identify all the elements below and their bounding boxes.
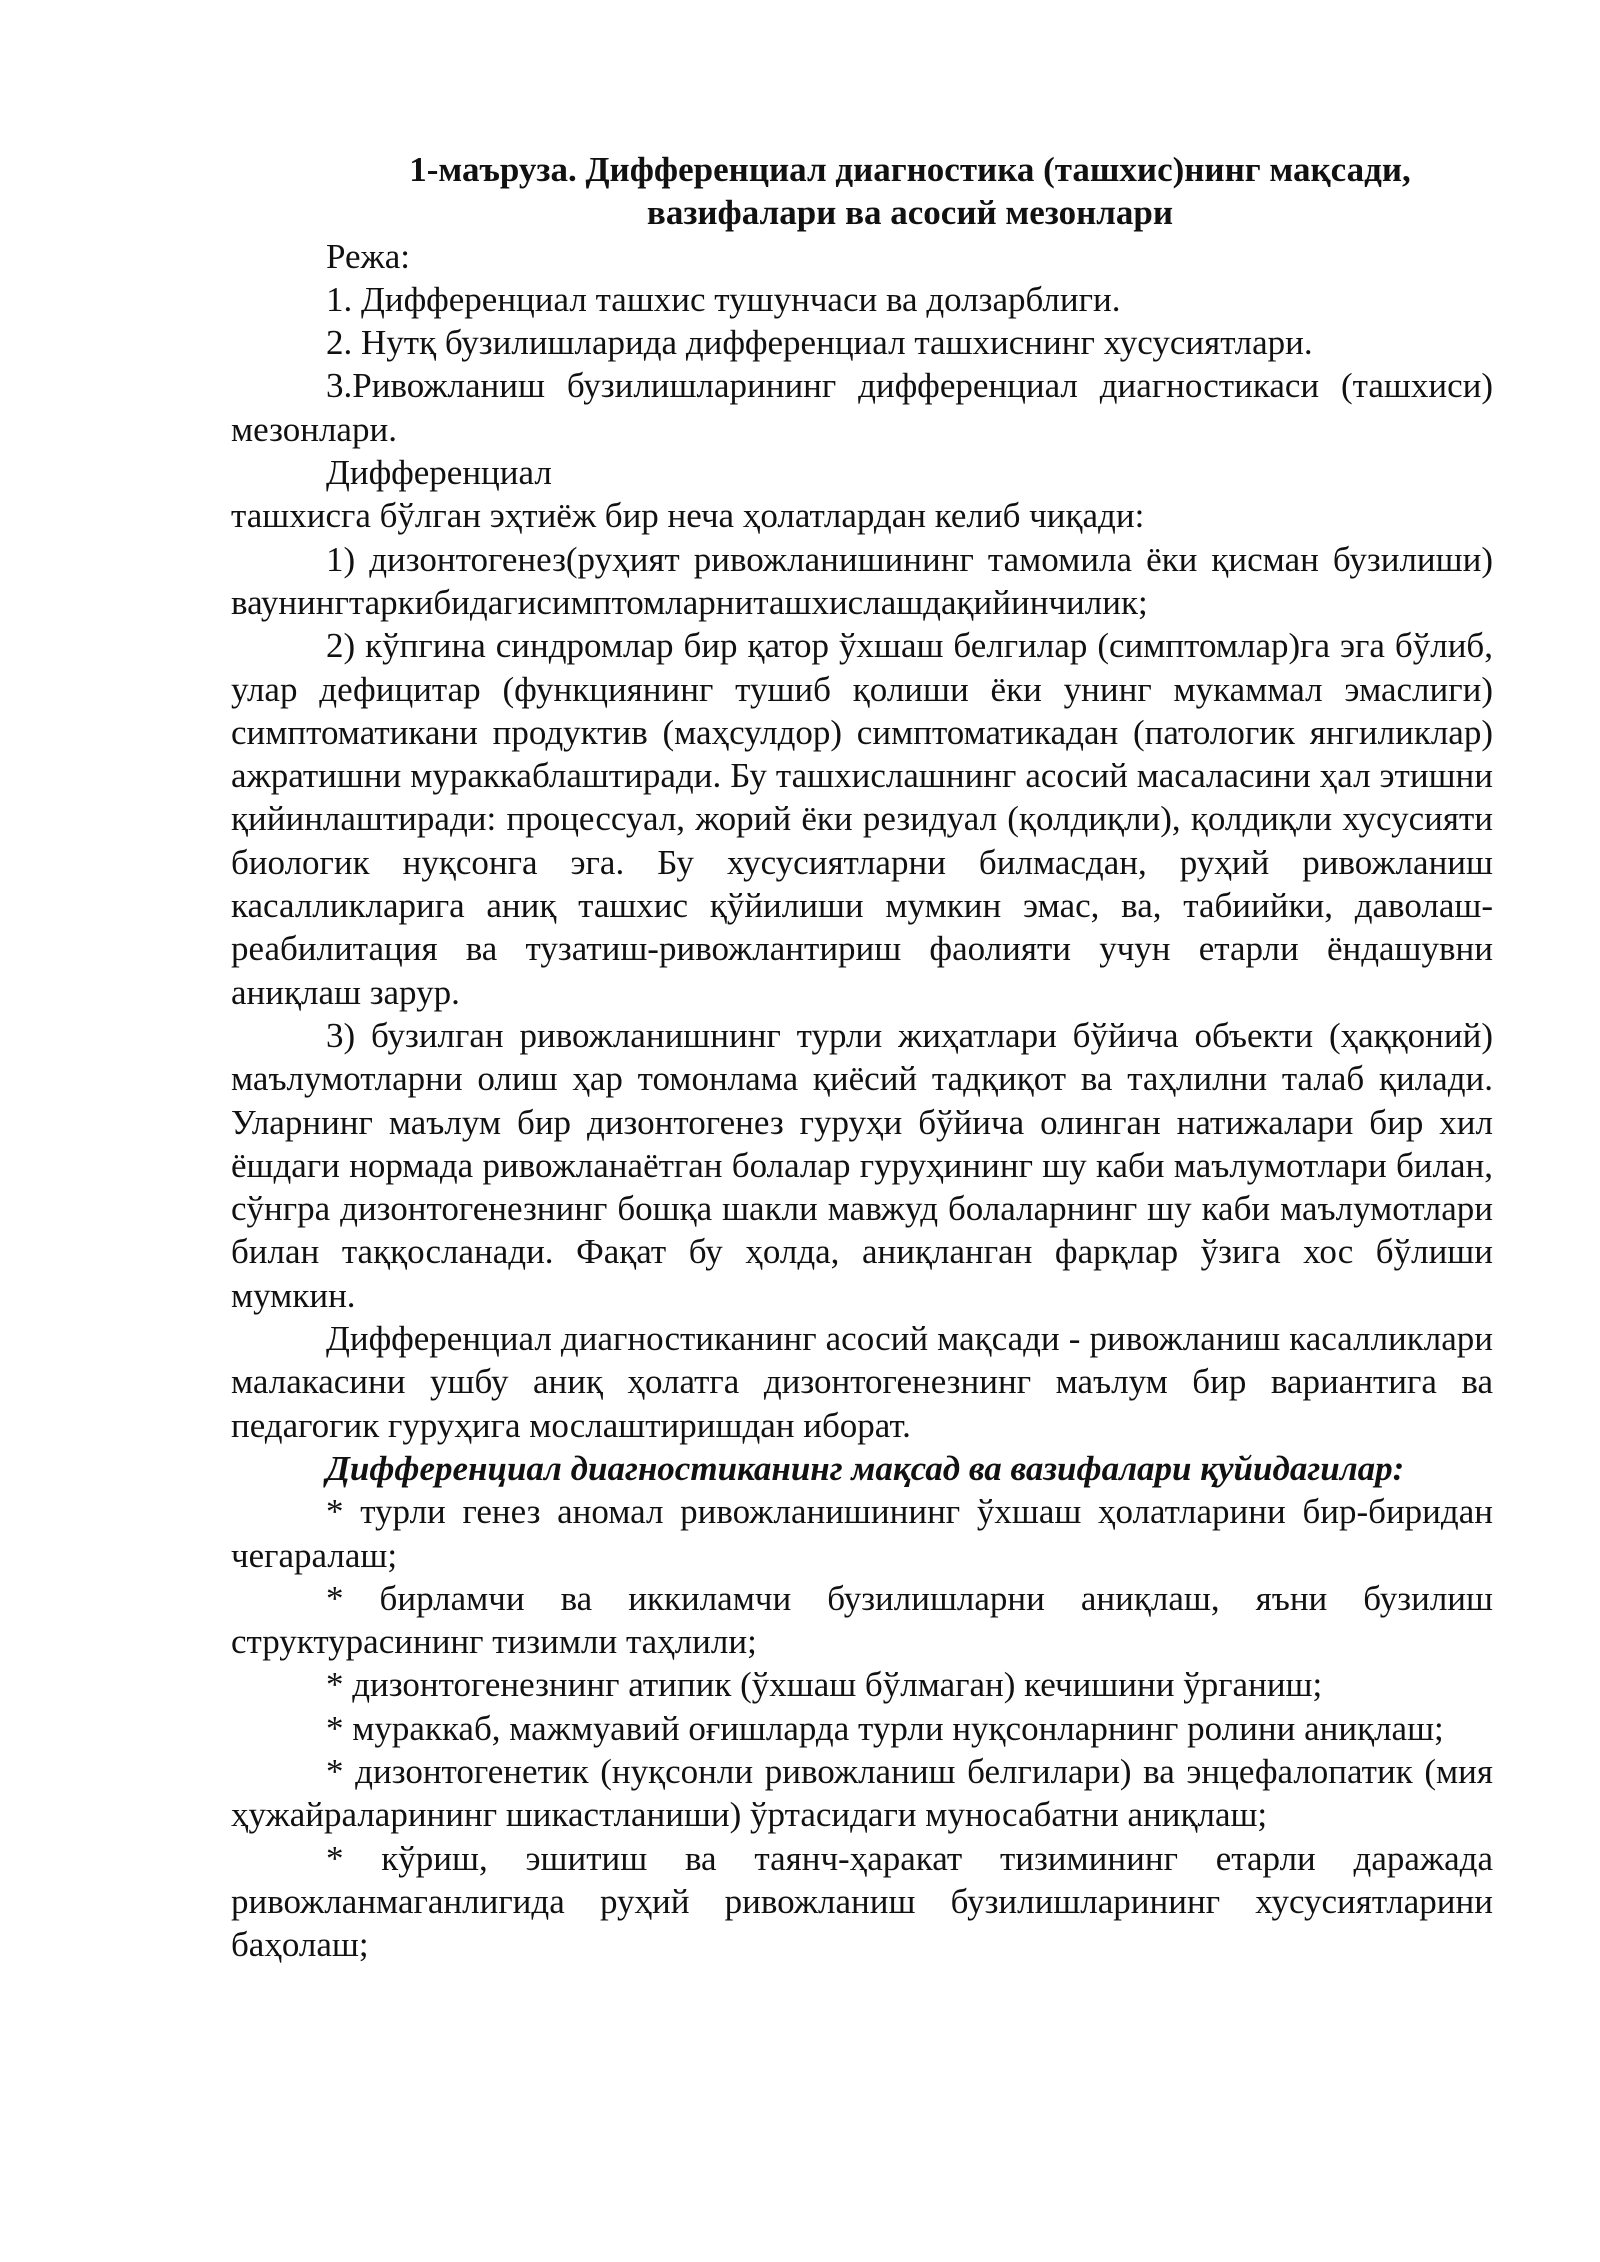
task-item-4: * мураккаб, мажмуавий оғишларда турли нуқсонларнинг ролини аниқлаш;: [326, 1708, 1444, 1748]
lecture-title-line-1: 1-маъруза. Дифференциал диагностика (ташхис)нинг мақсади,: [409, 150, 1411, 189]
task-item-5: * дизонтогенетик (нуқсонли ривожланиш белгилари) ва энцефалопатик (мия ҳужайраларининг шикастланиши) ўртасидаги муносабатни аниқлаш;: [231, 1751, 1493, 1835]
document-body: [231, 148, 1493, 1966]
reason-1: 1) дизонтогенез(руҳият ривожланишининг тамомила ёки қисман бузилиши) ваунингтаркибидагисимптомларниташхислашдақийинчилик;: [231, 539, 1493, 622]
task-item-2: * бирламчи ва иккиламчи бузилишларни аниқлаш, яъни бузилиш структурасининг тизимли таҳлили;: [231, 1578, 1493, 1662]
lecture-title-line-2: вазифалари ва асосий мезонлари: [646, 193, 1174, 233]
intro-word: Дифференциал: [326, 453, 552, 493]
plan-item-1: 1. Дифференциал ташхис тушунчаси ва долзарблиги.: [326, 279, 1121, 319]
intro-sentence: ташхисга бўлган эҳтиёж бир неча ҳолатлардан келиб чиқади:: [231, 496, 1145, 536]
plan-item-3: 3.Ривожланиш бузилишларининг дифференциал диагностикаси (ташхиси) мезонлари.: [231, 366, 1493, 449]
plan-label: Режа:: [326, 236, 410, 276]
tasks-heading: Дифференциал диагностиканинг мақсад ва вазифалари қуйидагилар:: [326, 1448, 1405, 1488]
task-item-6: * кўриш, эшитиш ва таянч-ҳаракат тизимининг етарли даражада ривожланмаганлигида руҳий ривожланиш бузилишларининг хусусиятларини баҳолаш;: [231, 1838, 1493, 1965]
task-item-1: * турли генез аномал ривожланишининг ўхшаш ҳолатларини бир-биридан чегаралаш;: [231, 1492, 1493, 1575]
plan-item-2: 2. Нутқ бузилишларида дифференциал ташхиснинг хусусиятлари.: [326, 323, 1313, 363]
reason-3: 3) бузилган ривожланишнинг турли жиҳатлари бўйича объекти (ҳаққоний) маълумотларни олиш ҳар томонлама қиёсий тадқиқот ва таҳлилни талаб қилади. Уларнинг маълум бир дизонтогенез гуруҳи бўйича олинган натижалари бир хил ёшдаги нормада ривожланаётган болалар гуруҳининг шу каби маълумотлари билан, сўнгра дизонтогенезнинг бошқа шакли мавжуд болаларнинг шу каби маълумотлари билан таққосланади. Фақат бу ҳолда, аниқланган фарқлар ўзига хос бўлиши мумкин.: [231, 1015, 1493, 1315]
reason-2: 2) кўпгина синдромлар бир қатор ўхшаш белгилар (симптомлар)га эга бўлиб, улар дефицитар (функциянинг тушиб қолиши ёки унинг мукаммал эмаслиги) симптоматикани продуктив (маҳсулдор) симптоматикадан (патологик янгиликлар) ажратишни мураккаблаштиради. Бу ташхислашнинг асосий масаласини ҳал этишни қийинлаштиради: процессуал, жорий ёки резидуал (қолдиқли), қолдиқли хусусияти биологик нуқсонга эга. Бу хусусиятларни билмасдан, руҳий ривожланиш касалликларига аниқ ташхис қўйилиши мумкин эмас, ва, табиийки, даволаш-реабилитация ва тузатиш-ривожлантириш фаолияти учун етарли ёндашувни аниқлаш зарур.: [231, 626, 1493, 1012]
task-item-3: * дизонтогенезнинг атипик (ўхшаш бўлмаган) кечишини ўрганиш;: [326, 1665, 1323, 1705]
goal-paragraph: Дифференциал диагностиканинг асосий мақсади - ривожланиш касалликлари малакасини ушбу аниқ ҳолатга дизонтогенезнинг маълум бир вариантига ва педагогик гуруҳига мослаштиришдан иборат.: [231, 1319, 1493, 1445]
